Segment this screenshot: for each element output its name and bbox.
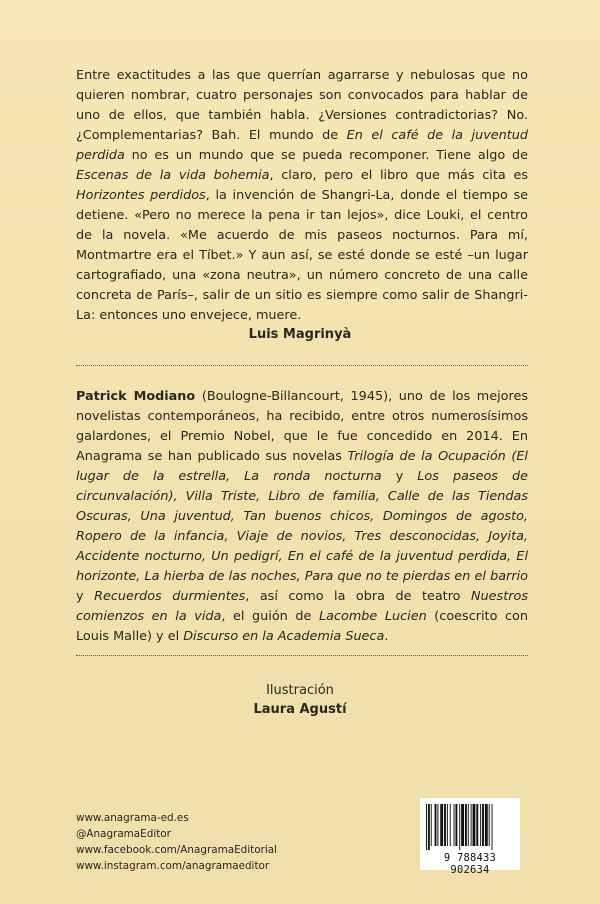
divider (76, 655, 528, 656)
website-link[interactable]: www.anagrama-ed.es (76, 812, 189, 824)
author-bio-paragraph: Patrick Modiano (Boulogne-Billancourt, 1945), uno de los mejores novelistas contemporáneos, ha recibido, entre otros numerosísimos galardones, el Premio Nobel, que le fue concedido en 2014. En Anagrama se han publicado sus novelas Trilogía de la Ocupación (El lugar de la estrella, La ronda nocturna y Los paseos de circunvalación), Villa Triste, Libro de familia, Calle de las Tiendas Oscuras, Una juventud, Tan buenos chicos, Domingos de agosto, Ropero de la infancia, Viaje de novios, Tres desconocidas, Joyita, Accidente nocturno, Un pedigrí, En el café de la juventud perdida, El horizonte, La hierba de las noches, Para que no te pierdas en el barrio y Recuerdos durmientes, así como la obra de teatro Nuestros comienzos en la vida, el guión de Lacombe Lucien (coescrito con Louis Malle) y el Discurso en la Academia Sueca. (76, 389, 528, 644)
blurb-author: Luis Magrinyà (248, 327, 352, 342)
facebook-link[interactable]: www.facebook.com/AnagramaEditorial (76, 844, 277, 856)
publisher-links (76, 810, 277, 874)
barcode (420, 798, 520, 876)
twitter-handle[interactable]: @AnagramaEditor (76, 828, 171, 840)
isbn-number: 9 788433 902634 (443, 852, 497, 876)
illustrator-name: Laura Agustí (253, 702, 347, 717)
divider (76, 365, 528, 366)
instagram-link[interactable]: www.instagram.com/anagramaeditor (76, 860, 270, 872)
illustration-label: Ilustración (266, 683, 334, 698)
blurb-paragraph: Entre exactitudes a las que querrían agarrarse y nebulosas que no quieren nombrar, cuatro personajes son convocados para hablar de uno de ellos, que también habla. ¿Versiones contradictorias? No. ¿Complementarias? Bah. El mundo de En el café de la juventud perdida no es un mundo que se pueda recomponer. Tiene algo de Escenas de la vida bohemia, claro, pero el libro que más cita es Horizontes perdidos, la invención de Shangri-La, donde el tiempo se detiene. «Pero no merece la pena ir tan lejos», dice Louki, el centro de la novela. «Me acuerdo de mis paseos nocturnos. Para mí, Montmartre era el Tíbet.» Y aun así, se esté donde se esté –un lugar cartografiado, una «zona neutra», un número concreto de una calle concreta de París–, salir de un sitio es siempre como salir de Shangri-La: entonces uno envejece, muere. (76, 68, 529, 323)
barcode-bars (426, 804, 514, 850)
